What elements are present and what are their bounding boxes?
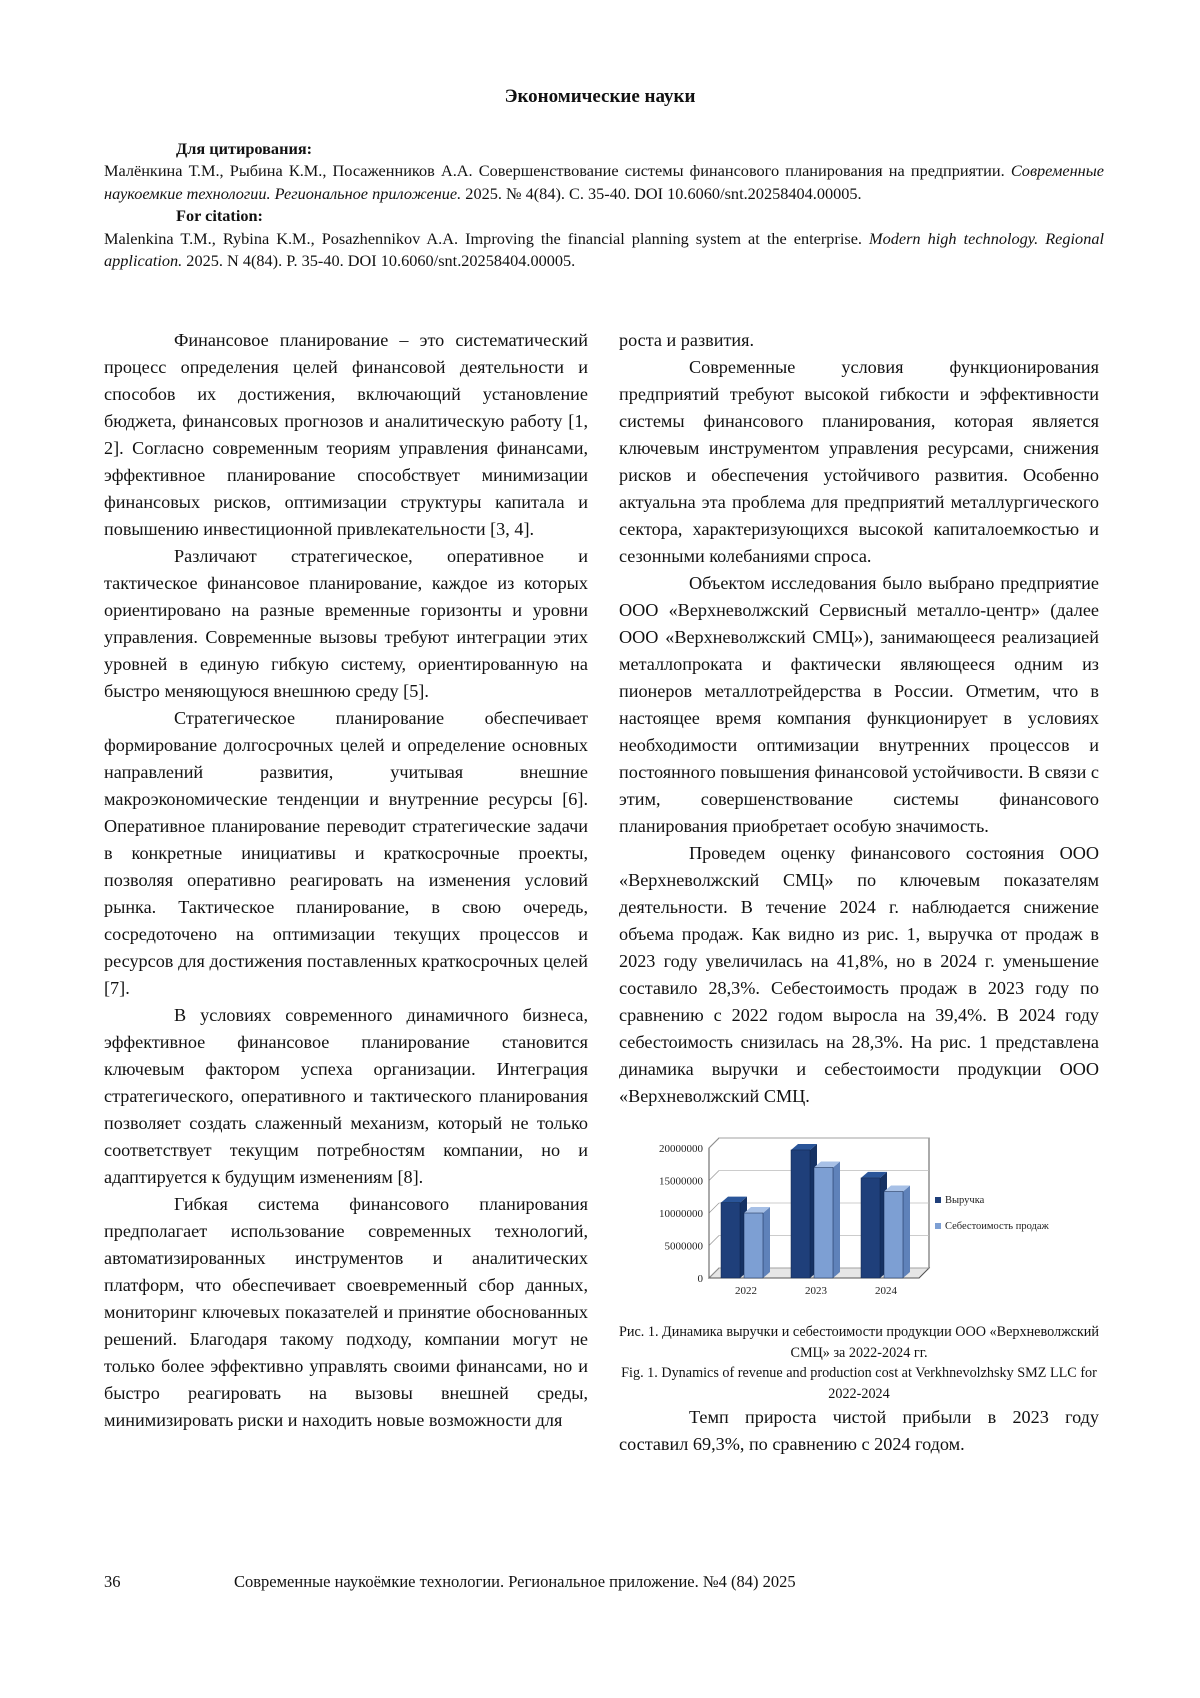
section-title: Экономические науки	[504, 86, 696, 107]
body-paragraph: Темп прироста чистой прибыли в 2023 году составил 69,3%, по сравнению с 2024 годом.	[619, 1407, 1099, 1455]
citation-en-journal: Modern high technology. Regional application.	[104, 228, 1104, 271]
journal-footer: Современные наукоёмкие технологии. Региональное приложение. №4 (84) 2025	[234, 1572, 796, 1591]
body-paragraph: Финансовое планирование – это систематический процесс определения целей финансовой деятельности и способов их достижения, включающий установление бюджета, финансовых прогнозов и аналитическую работу [1, 2]. Согласно современным теориям управления финансами, эффективное планирование способствует минимизации финансовых рисков, оптимизации структуры капитала и повышению инвестиционной привлекательности [3, 4].	[104, 330, 588, 539]
citation-en-details: 2025. N 4(84). P. 35-40. DOI 10.6060/snt.20258404.00005.	[182, 251, 576, 271]
chart-legend-label: Выручка	[945, 1195, 985, 1206]
chart-bar	[884, 1192, 903, 1278]
right-column	[619, 327, 1099, 1458]
chart-bar	[861, 1178, 880, 1278]
chart-x-tick-label: 2022	[735, 1285, 757, 1297]
chart-x-tick-label: 2023	[805, 1285, 827, 1297]
chart-bar-side	[763, 1207, 770, 1278]
figure-1	[619, 1128, 1099, 1404]
chart-legend-label: Себестоимость продаж	[945, 1221, 1049, 1232]
body-paragraph: Стратегическое планирование обеспечивает формирование долгосрочных целей и определение основных направлений развития, учитывая внешние макроэкономические тенденции и внутренние ресурсы [6]. Оперативное планирование переводит стратегические задачи в конкретные инициативы и краткосрочные проекты, позволяя оперативно реагировать на изменения условий рынка. Тактическое планирование, в свою очередь, сосредоточено на оптимизации текущих процессов и ресурсов для достижения поставленных краткосрочных целей [7].	[104, 708, 588, 998]
chart-bar	[744, 1213, 763, 1278]
body-paragraph: Объектом исследования было выбрано предприятие ООО «Верхневолжский Сервисный металло-центр» (далее ООО «Верхневолжский СМЦ»), занимающееся реализацией металлопроката и фактически являющееся одним из пионеров металлотрейдерства в России. Отметим, что в настоящее время компания функционирует в условиях необходимости оптимизации внутренних процессов и постоянного повышения финансовой устойчивости. В связи с этим, совершенствование системы финансового планирования приобретает особую значимость.	[619, 573, 1099, 836]
citation-ru	[104, 160, 1104, 205]
chart-legend-swatch	[935, 1197, 941, 1203]
citation-ru-label: Для цитирования:	[176, 139, 313, 158]
chart-legend-swatch	[935, 1223, 941, 1229]
left-column	[104, 327, 588, 1434]
caption-ru: Рис. 1. Динамика выручки и себестоимости продукции ООО «Верхневолжский СМЦ» за 2022-2024 гг.	[619, 1324, 1099, 1361]
citation-ru-authors: Малёнкина Т.М., Рыбина К.М., Посаженников А.А. Совершенствование системы финансового планирования на предприятии.	[104, 161, 1011, 181]
chart-y-tick-label: 15000000	[659, 1175, 703, 1188]
body-paragraph: Гибкая система финансового планирования предполагает использование современных технологий, автоматизированных инструментов и аналитических платформ, что обеспечивает своевременный сбор данных, мониторинг ключевых показателей и принятие обоснованных решений. Благодаря такому подходу, компании могут не только более эффективно управлять своими финансами, но и быстро реагировать на вызовы внешней среды, минимизировать риски и находить новые возможности для	[104, 1194, 588, 1430]
citation-ru-journal: Современные наукоемкие технологии. Региональное приложение.	[104, 161, 1104, 203]
chart-bar	[721, 1203, 740, 1278]
body-paragraph: Современные условия функционирования предприятий требуют высокой гибкости и эффективности системы финансового планирования, которая является ключевым инструментом управления ресурсами, снижения рисков и обеспечения устойчивого развития. Особенно актуальна эта проблема для предприятий металлургического сектора, характеризующихся высокой капиталоемкостью и сезонными колебаниями спроса.	[619, 357, 1099, 566]
page-number: 36	[104, 1572, 121, 1591]
citation-en-authors: Malenkina T.M., Rybina K.M., Posazhennikov A.A. Improving the financial planning system at the enterprise.	[104, 228, 870, 248]
citation-ru-details: 2025. № 4(84). С. 35-40. DOI 10.6060/snt.20258404.00005.	[461, 183, 862, 203]
chart-svg	[619, 1128, 1099, 1308]
chart-bar	[814, 1168, 833, 1279]
citation-en	[104, 228, 1104, 273]
chart-bar	[791, 1150, 810, 1278]
body-paragraph: Проведем оценку финансового состояния ООО «Верхневолжский СМЦ» по ключевым показателям деятельности. В течение 2024 г. наблюдается снижение объема продаж. Как видно из рис. 1, выручка от продаж в 2023 году увеличилась на 41,8%, но в 2024 г. уменьшение составило 28,3%. Себестоимость продаж в 2023 году по сравнению с 2022 годом выросла на 39,4%. В 2024 году себестоимость снизилась на 28,3%. На рис. 1 представлена динамика выручки и себестоимости продукции ООО «Верхневолжский СМЦ.	[619, 843, 1099, 1106]
chart-y-tick-label: 20000000	[659, 1143, 703, 1155]
figure-caption	[619, 1322, 1099, 1404]
citation-block	[104, 138, 1104, 272]
chart-y-tick-label: 10000000	[659, 1208, 703, 1220]
revenue-cost-chart	[619, 1128, 1099, 1308]
chart-x-tick-label: 2024	[875, 1285, 897, 1297]
body-paragraph-continuation: роста и развития.	[619, 330, 755, 350]
caption-en: Fig. 1. Dynamics of revenue and production cost at Verkhnevolzhsky SMZ LLC for 2022-2024	[621, 1365, 1097, 1402]
chart-y-tick-label: 0	[697, 1273, 703, 1285]
chart-bar-side	[833, 1162, 840, 1279]
body-paragraph: В условиях современного динамичного бизнеса, эффективное финансовое планирование становится ключевым фактором успеха организации. Интеграция стратегического, оперативного и тактического планирования позволяет создать слаженный механизм, который не только соответствует текущим потребностям компании, но и адаптируется к будущим изменениям [8].	[104, 1005, 588, 1187]
chart-y-tick-label: 5000000	[664, 1240, 703, 1253]
citation-en-label: For citation:	[176, 206, 263, 226]
chart-bar-side	[903, 1186, 910, 1278]
body-paragraph: Различают стратегическое, оперативное и тактическое финансовое планирование, каждое из которых ориентировано на разные временные горизонты и уровни управления. Современные вызовы требуют интеграции этих уровней в единую гибкую систему, ориентированную на быстро меняющуюся внешнюю среду [5].	[104, 546, 588, 701]
